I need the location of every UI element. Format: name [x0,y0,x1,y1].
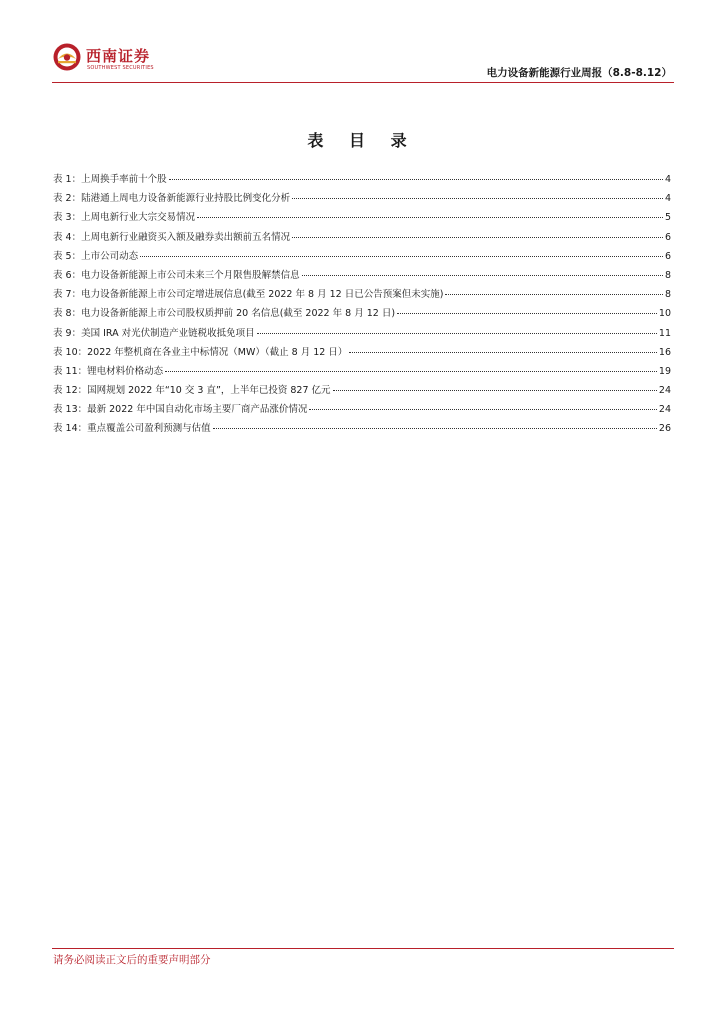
toc-dot-leader [140,256,663,257]
toc-entry-page: 19 [658,365,671,377]
toc-dot-leader [257,333,657,334]
toc-entry-label: 表 2：陆港通上周电力设备新能源行业持股比例变化分析 [53,193,291,205]
toc-entry-label: 表 4：上周电新行业融资买入额及融券卖出额前五名情况 [53,231,291,243]
toc-dot-leader [169,179,663,180]
toc-dot-leader [445,294,663,295]
logo-emblem-icon [52,42,82,72]
toc-entry-label: 表 1：上周换手率前十个股 [53,174,167,185]
toc-dot-leader [197,217,663,218]
toc-entry-14[interactable] [53,420,671,439]
logo-english-name: SOUTHWEST SECURITIES [87,65,154,71]
toc-entry-8[interactable] [53,305,671,324]
toc-dot-leader [165,371,657,372]
toc-entry-label: 表 5：上市公司动态 [53,250,139,262]
toc-heading: 表 目 录 [307,131,417,150]
toc-entry-page: 11 [658,327,671,339]
toc-dot-leader [292,237,663,238]
header-divider [52,82,674,83]
toc-entry-page: 8 [664,289,671,301]
toc-entry-label: 表 10：2022 年整机商在各业主中标情况（MW）（截止 8 月 12 日） [53,346,348,358]
toc-dot-leader [397,313,657,314]
logo-chinese-name: 西南证券 [86,47,151,65]
toc-entry-label: 表 14：重点覆盖公司盈利预测与估值 [53,423,211,435]
toc-entry-label: 表 3：上周电新行业大宗交易情况 [53,212,196,224]
toc-entry-5[interactable] [53,248,671,267]
toc-entry-3[interactable] [53,209,671,228]
toc-entry-4[interactable] [53,229,671,248]
toc-entry-10[interactable] [53,344,671,363]
toc-entry-page: 5 [664,212,671,224]
toc-entry-label: 表 6：电力设备新能源上市公司未来三个月限售股解禁信息 [53,269,300,281]
toc-entry-13[interactable] [53,401,671,420]
toc-entry-page: 4 [664,193,671,205]
toc-entry-page: 24 [658,404,671,416]
toc-entry-2[interactable] [53,190,671,209]
page-header [52,38,674,82]
footer-divider [52,948,674,949]
toc-entry-page: 4 [664,174,671,185]
disclaimer-note: 请务必阅读正文后的重要声明部分 [53,954,211,966]
toc-entry-7[interactable] [53,286,671,305]
toc-entry-page: 10 [658,308,671,320]
toc-dot-leader [349,352,657,353]
toc-entry-page: 8 [664,269,671,281]
toc-entry-1[interactable] [53,171,671,190]
table-of-tables [53,171,671,440]
report-title: 电力设备新能源行业周报（8.8-8.12） [486,67,672,79]
toc-entry-11[interactable] [53,363,671,382]
toc-entry-label: 表 7：电力设备新能源上市公司定增进展信息(截至 2022 年 8 月 12 日已公告预案但未实施) [53,289,444,301]
toc-entry-page: 16 [658,346,671,358]
toc-entry-6[interactable] [53,267,671,286]
toc-entry-label: 表 12：国网规划 2022 年“10 交 3 直”，上半年已投资 827 亿元 [53,385,331,397]
toc-entry-page: 24 [658,385,671,397]
toc-entry-12[interactable] [53,382,671,401]
toc-entry-label: 表 9：美国 IRA 对光伏制造产业链税收抵免项目 [53,327,255,339]
toc-dot-leader [292,198,663,199]
toc-dot-leader [309,409,657,410]
toc-entry-label: 表 8：电力设备新能源上市公司股权质押前 20 名信息(截至 2022 年 8 月 12 日) [53,308,396,320]
toc-entry-9[interactable] [53,325,671,344]
toc-entry-label: 表 11：锂电材料价格动态 [53,365,164,377]
toc-dot-leader [302,275,663,276]
toc-entry-page: 6 [664,250,671,262]
toc-entry-page: 26 [658,423,671,435]
toc-dot-leader [213,428,657,429]
toc-entry-page: 6 [664,231,671,243]
toc-entry-label: 表 13：最新 2022 年中国自动化市场主要厂商产品涨价情况 [53,404,308,416]
company-logo [52,42,182,76]
toc-dot-leader [333,390,657,391]
